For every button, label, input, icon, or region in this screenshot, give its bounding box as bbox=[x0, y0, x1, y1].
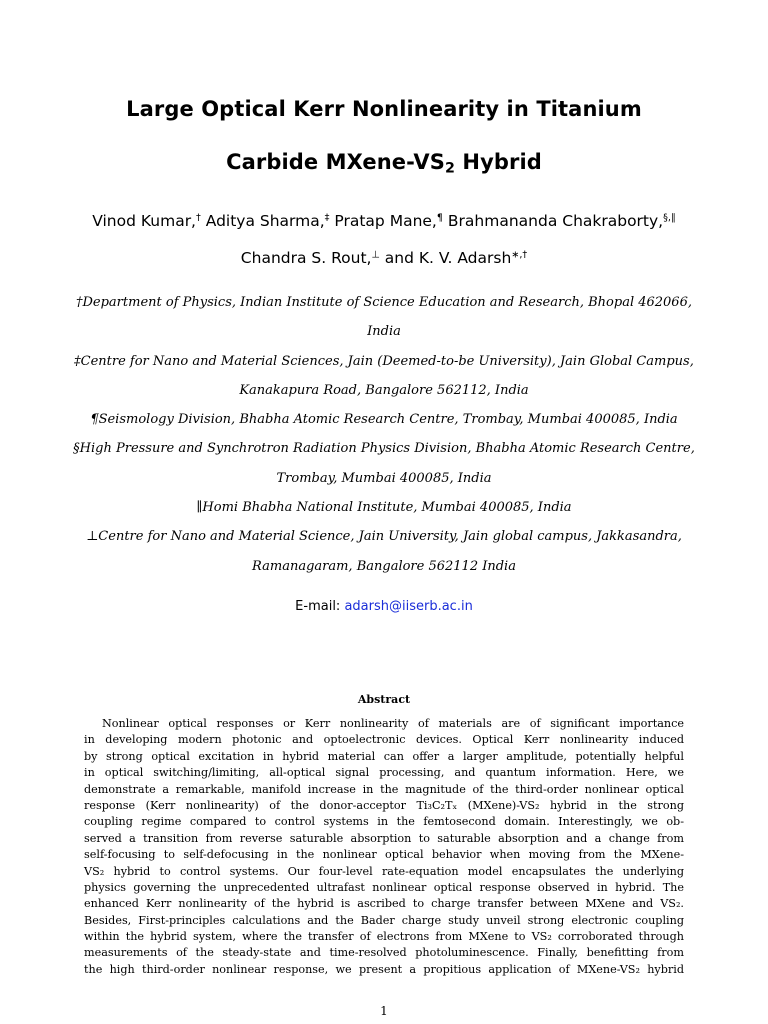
author-name: Brahmananda Chakraborty, bbox=[447, 212, 664, 230]
author-name: Aditya Sharma, bbox=[205, 212, 325, 230]
affiliation: ∥Homi Bhabha National Institute, Mumbai 400085, India bbox=[196, 500, 572, 516]
author-mark: † bbox=[196, 212, 201, 224]
abstract-line: response (Kerr nonlinearity) of the donor-acceptor Ti₃C₂Tₓ (MXene)-VS₂ hybrid in the strong bbox=[84, 798, 684, 812]
author-mark: ‡ bbox=[324, 212, 330, 224]
abstract-line: by strong optical excitation in hybrid material can offer a larger amplitude, potentially helpful bbox=[84, 749, 684, 763]
affiliation: ⊥Centre for Nano and Material Science, Jain University, Jain global campus, Jakkasandra, Ramanagaram, Bangalore 562112 India bbox=[86, 529, 682, 574]
abstract-line: demonstrate a remarkable, manifold increase in the magnitude of the third-order nonlinear optical bbox=[84, 782, 684, 796]
email-label: E-mail: bbox=[295, 599, 341, 614]
abstract-line: coupling regime compared to control systems in the femtosecond domain. Interestingly, we ob- bbox=[84, 815, 684, 829]
title-subscript: 2 bbox=[444, 160, 455, 177]
title-prefix: Carbide MXene-VS bbox=[226, 150, 445, 174]
email-line bbox=[0, 599, 768, 614]
author-name: Chandra S. Rout, bbox=[240, 249, 372, 267]
author-mark: §,∥ bbox=[663, 212, 676, 224]
abstract-line: measurements of the steady-state and time-resolved photoluminescence. Finally, benefitting from bbox=[84, 946, 684, 960]
paper-title-line-1: Large Optical Kerr Nonlinearity in Titanium bbox=[126, 97, 642, 121]
abstract-line: Nonlinear optical responses or Kerr nonlinearity of materials are of significant importance bbox=[102, 717, 684, 730]
affiliation: ‡Centre for Nano and Material Sciences, Jain (Deemed-to-be University), Jain Global Campus, Kanakapura Road, Bangalore 562112, India bbox=[74, 353, 694, 398]
author-line-1 bbox=[0, 212, 768, 230]
affiliation: †Department of Physics, Indian Institute of Science Education and Research, Bhopal 462066, India bbox=[75, 295, 692, 340]
paper-title-line-2 bbox=[0, 150, 768, 177]
abstract-line: self-focusing to self-defocusing in the nonlinear optical behavior when moving from the MXene- bbox=[84, 848, 684, 862]
title-suffix: Hybrid bbox=[455, 150, 542, 174]
abstract-line: Besides, First-principles calculations and the Bader charge study unveil strong electronic coupling bbox=[84, 913, 684, 927]
author-name: Pratap Mane, bbox=[334, 212, 437, 230]
abstract-line: VS₂ hybrid to control systems. Our four-level rate-equation model encapsulates the underlying bbox=[84, 864, 684, 878]
abstract-line: physics governing the unprecedented ultrafast nonlinear optical response observed in hybrid. The bbox=[84, 880, 684, 894]
abstract-line: in developing modern photonic and optoelectronic devices. Optical Kerr nonlinearity induced bbox=[84, 733, 684, 747]
abstract-line: enhanced Kerr nonlinearity of the hybrid is ascribed to charge transfer between MXene and VS₂. bbox=[84, 897, 684, 911]
abstract-body bbox=[84, 716, 684, 978]
page-number: 1 bbox=[380, 1004, 388, 1018]
author-line-2 bbox=[0, 249, 768, 267]
author-name: Vinod Kumar, bbox=[92, 212, 196, 230]
abstract-line: within the hybrid system, where the transfer of electrons from MXene to VS₂ corroborated through bbox=[84, 930, 684, 944]
abstract-heading: Abstract bbox=[357, 693, 411, 706]
abstract-line: the high third-order nonlinear response, we present a propitious application of MXene-VS₂ hybrid bbox=[84, 962, 684, 976]
author-mark: ∗,† bbox=[511, 249, 528, 261]
email-link[interactable]: adarsh@iiserb.ac.in bbox=[344, 599, 473, 614]
affiliations bbox=[64, 288, 704, 581]
affiliation: ¶Seismology Division, Bhabha Atomic Research Centre, Trombay, Mumbai 400085, India bbox=[90, 412, 678, 428]
affiliation: §High Pressure and Synchrotron Radiation Physics Division, Bhabha Atomic Research Centre, Trombay, Mumbai 400085, India bbox=[73, 441, 695, 486]
abstract-line: in optical switching/limiting, all-optical signal processing, and quantum information. Here, we bbox=[84, 766, 684, 780]
abstract-line: served a transition from reverse saturable absorption to saturable absorption and a change from bbox=[84, 831, 684, 845]
author-mark: ¶ bbox=[436, 212, 443, 224]
author-name: and K. V. Adarsh bbox=[384, 249, 512, 267]
author-mark: ⊥ bbox=[371, 249, 380, 261]
